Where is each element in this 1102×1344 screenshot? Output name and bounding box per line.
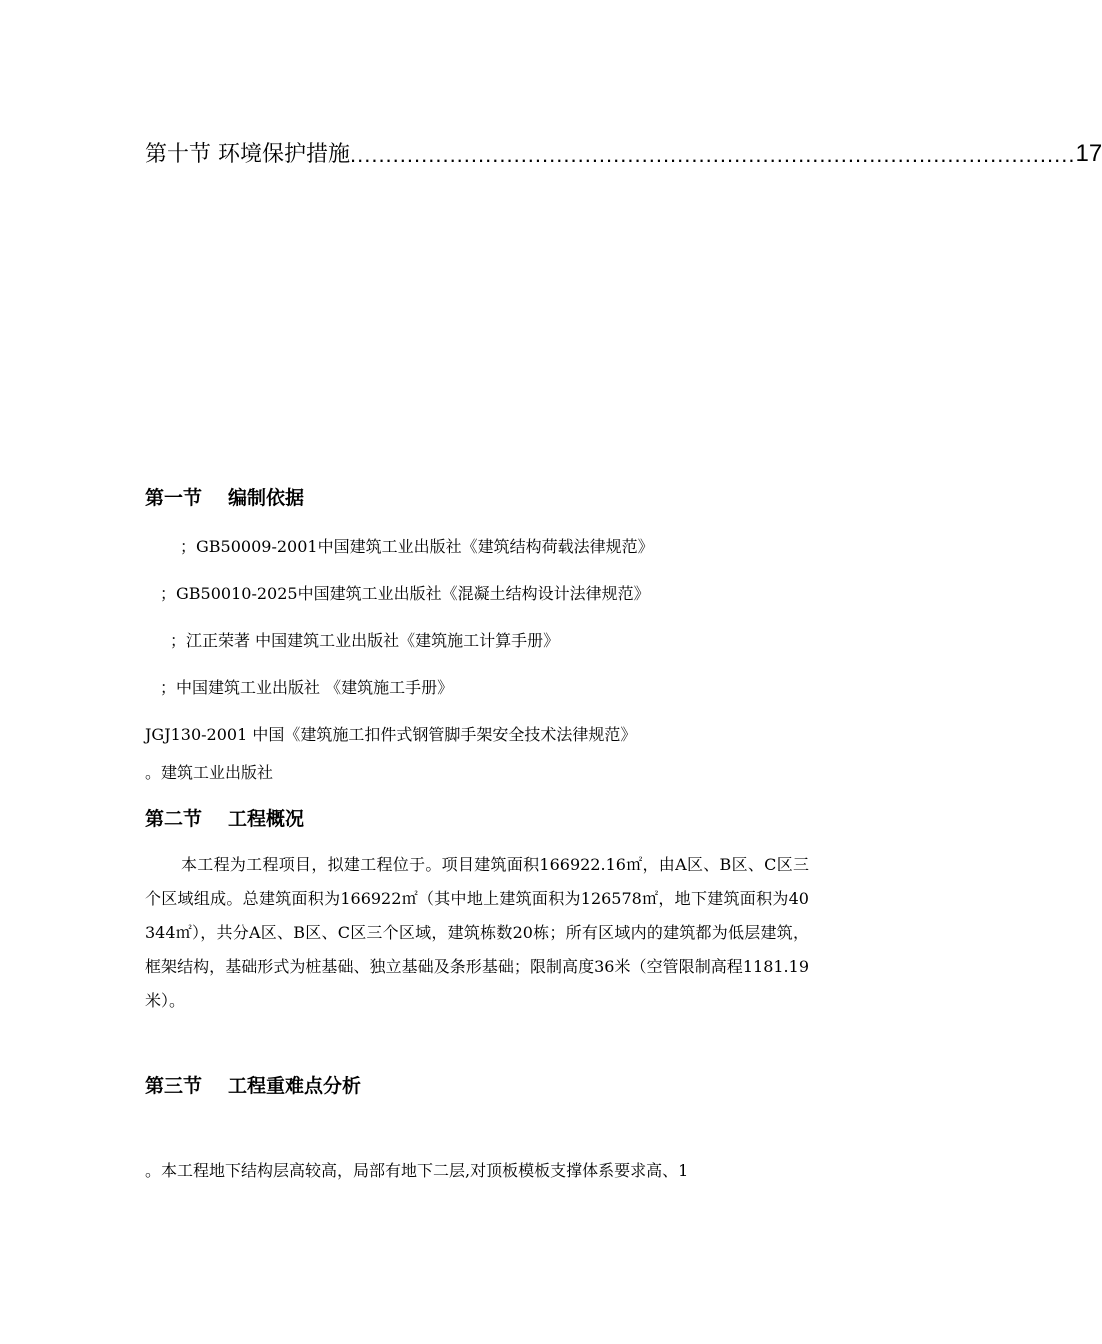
difficulty-analysis-line: 。本工程地下结构层高较高，局部有地下二层,对顶板模板支撑体系要求高、1 bbox=[145, 1161, 689, 1180]
section-title: 工程重难点分析 bbox=[228, 1075, 362, 1097]
section-label: 第三节 bbox=[145, 1075, 203, 1097]
reference-item: JGJ130-2001 中国《建筑施工扣件式钢管脚手架安全技术法律规范》 bbox=[145, 725, 637, 744]
section-heading-3 bbox=[145, 1071, 361, 1098]
toc-page-number: 17 bbox=[1075, 140, 1102, 167]
reference-item: ；江正荣著 中国建筑工业出版社《建筑施工计算手册》 bbox=[170, 631, 560, 650]
toc-leader-dots: ...................................................................................................... bbox=[350, 142, 1076, 167]
reference-item: 。建筑工业出版社 bbox=[145, 763, 274, 782]
reference-item: ；中国建筑工业出版社 《建筑施工手册》 bbox=[160, 678, 454, 697]
reference-item: ；GB50010-2025中国建筑工业出版社《混凝土结构设计法律规范》 bbox=[160, 584, 650, 603]
section-title: 编制依据 bbox=[228, 487, 305, 509]
section-label: 第二节 bbox=[145, 808, 203, 830]
toc-entry[interactable] bbox=[145, 132, 1102, 168]
section-label: 第一节 bbox=[145, 487, 203, 509]
section-heading-2 bbox=[145, 804, 304, 831]
project-overview-paragraph: 本工程为工程项目，拟建工程位于。项目建筑面积166922.16㎡，由A区、B区、C区三个区域组成。总建筑面积为166922㎡（其中地上建筑面积为126578㎡，地下建筑面积为40344㎡），共分A区、B区、C区三个区域，建筑栋数20栋；所有区域内的建筑都为低层建筑，框架结构，基础形式为桩基础、独立基础及条形基础；限制高度36米（空管限制高程1181.19米）。 bbox=[145, 855, 809, 1010]
section-heading-1 bbox=[145, 483, 304, 510]
toc-entry-title: 第十节 环境保护措施 bbox=[145, 142, 350, 167]
section-title: 工程概况 bbox=[228, 808, 305, 830]
reference-item: ；GB50009-2001中国建筑工业出版社《建筑结构荷载法律规范》 bbox=[180, 537, 654, 556]
